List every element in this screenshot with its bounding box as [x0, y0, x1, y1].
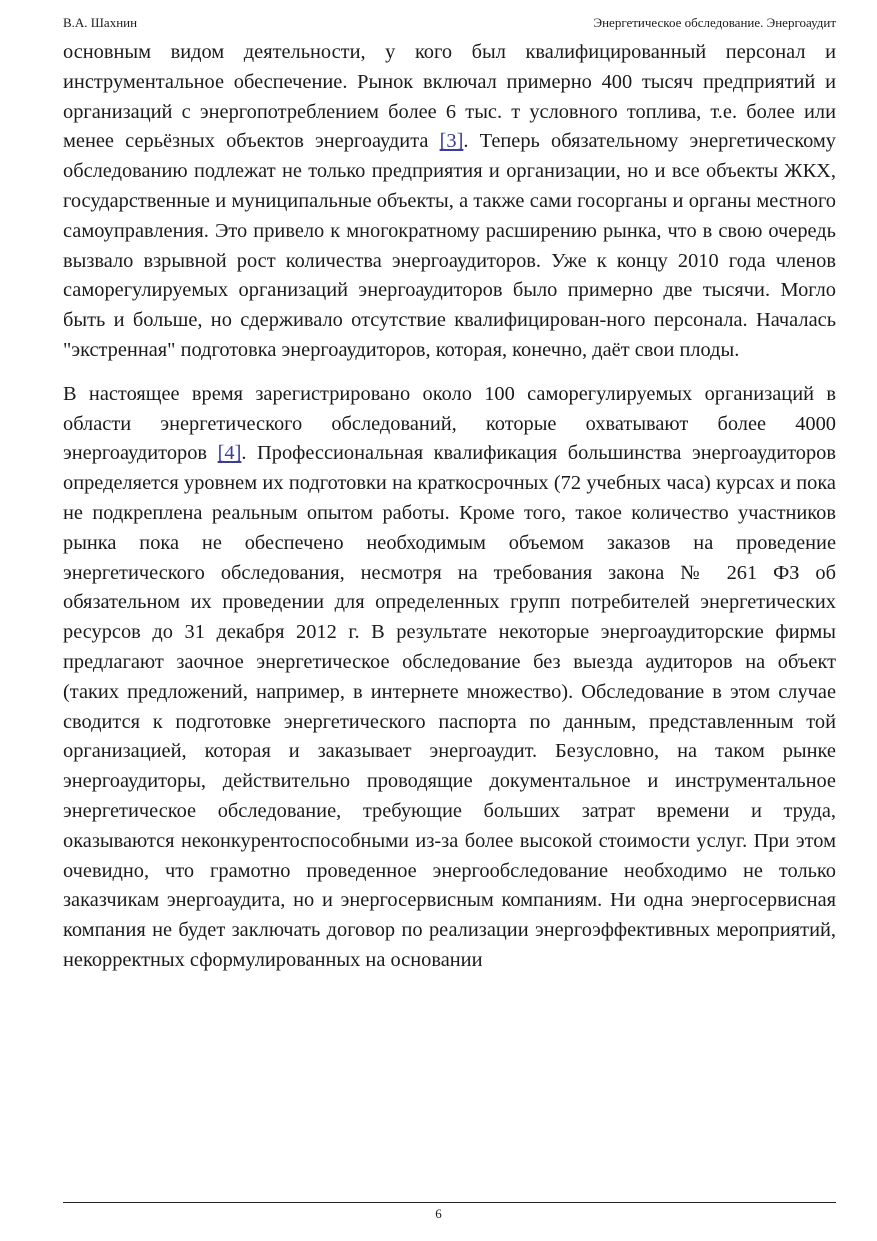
- header-title: Энергетическое обследование. Энергоаудит: [593, 15, 836, 30]
- page-header: [63, 14, 836, 32]
- paragraph-2-text-end: . Профессиональная квалификация большинства энергоаудиторов определяется уровнем их подготовки на краткосрочных (72 учебных часа) курсах и пока не подкреплена реальным опытом работы. Кроме того, такое количество участников рынка пока не обеспечено необходимым объемом заказов на проведение энергетического обследования, несмотря на требования закона № 261 ФЗ об обязательном их проведении для определенных групп потребителей энергетических ресурсов до 31 декабря 2012 г. В результате некоторые энергоаудиторские фирмы предлагают заочное энергетическое обследование без выезда аудиторов на объект (таких предложений, например, в интернете множество). Обследование в этом случае сводится к подготовке энергетического паспорта по данным, представленным той организацией, которая и заказывает энергоаудит. Безусловно, на таком рынке энергоаудиторы, действительно проводящие документальное и инструментальное энергетическое обследование, требующие больших затрат времени и труда, оказываются неконкурентоспособными из-за более высокой стоимости услуг. При этом очевидно, что грамотно проведенное энергообследование необходимо не только заказчикам энергоаудита, но и энергосервисным компаниям. Ни одна энергосервисная компания не будет заключать договор по реализации энергоэффективных мероприятий, некорректных сформулированных на основании: [63, 442, 836, 971]
- document-body: [63, 38, 836, 976]
- paragraph-2-text-start: В настоящее время зарегистрировано около 100 саморегулируемых организаций в области энергетического обследований, которые охватывают более 4000 энергоаудиторов: [63, 382, 836, 465]
- footer-divider: [63, 1202, 836, 1203]
- paragraph-1-text-start: основным видом деятельности, у кого был квалифицированный персонал и инструментальное обеспечение. Рынок включал примерно 400 тысяч предприятий и организаций с энергопотреблением более 6 тыс. т условного топлива, т.е. более или менее серьёзных объектов энергоаудита: [63, 41, 836, 153]
- reference-link-3[interactable]: [3]: [439, 130, 464, 153]
- paragraph-1-text-end: . Теперь обязательному энергетическому обследованию подлежат не только предприятия и организации, но и все объекты ЖКХ, государственные и муниципальные объекты, а также сами госорганы и органы местного самоуправления. Это привело к многократному расширению рынка, что в свою очередь вызвало взрывной рост количества энергоаудиторов. Уже к концу 2010 года членов саморегулируемых организаций энергоаудиторов было примерно две тысячи. Могло быть и больше, но сдерживало отсутствие квалифицирован-ного персонала. Началась "экстренная" подготовка энергоаудиторов, которая, конечно, даёт свои плоды.: [63, 130, 836, 361]
- reference-link-4[interactable]: [4]: [217, 442, 242, 465]
- paragraph-1: [63, 38, 836, 366]
- page-number: 6: [435, 1206, 442, 1221]
- paragraph-2: [63, 380, 836, 976]
- header-author: В.А. Шахнин: [63, 15, 138, 30]
